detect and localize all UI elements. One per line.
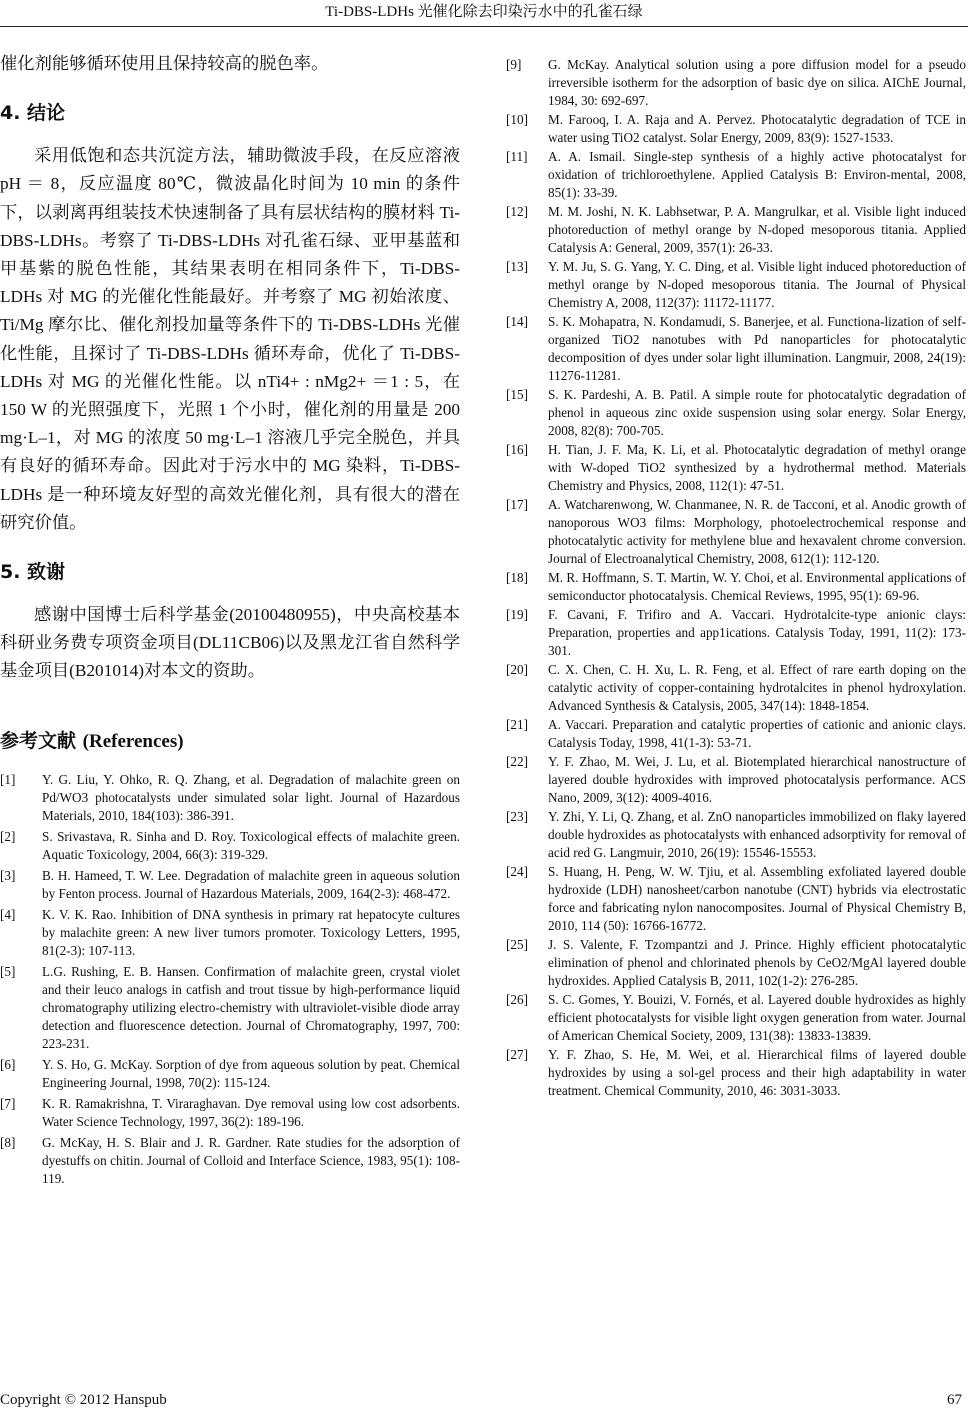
reference-item [506, 313, 966, 385]
reference-number: [2] [0, 828, 16, 844]
reference-item [506, 753, 966, 807]
reference-item [506, 936, 966, 990]
reference-text: K. V. K. Rao. Inhibition of DNA synthesis in primary rat hepatocyte cultures by malachite green: A new liver tumors promoter. Toxicology Letters, 1995, 81(2-3): 107-113. [42, 906, 460, 958]
reference-item [0, 906, 460, 960]
reference-item [0, 1095, 460, 1131]
reference-number: [16] [506, 442, 528, 457]
reference-item [0, 771, 460, 825]
reference-text: G. McKay. Analytical solution using a pore diffusion model for a pseudo irreversible isotherm for the adsorption of basic dye on silica. AIChE Journal, 1984, 30: 692-697. [548, 57, 966, 108]
references-heading [0, 728, 460, 755]
reference-text: S. K. Mohapatra, N. Kondamudi, S. Banerjee, et al. Functiona-lization of self-organized TiO2 nanotubes with Pd nanoparticles for photocatalytic decomposition of dyes under solar light illumination. Langmuir, 2008, 24(19): 11276-11281. [548, 314, 966, 383]
reference-text: Y. Zhi, Y. Li, Q. Zhang, et al. ZnO nanoparticles immobilized on flaky layered double hydroxides as photocatalysts with enhanced adsorptivity for removal of acid red G. Langmuir, 2010, 26(19): 15546-15553. [548, 809, 966, 860]
reference-number: [7] [0, 1095, 16, 1111]
reference-text: A. Watcharenwong, W. Chanmanee, N. R. de Tacconi, et al. Anodic growth of nanoporous WO3 films: Morphology, photoelectrochemical response and photocatalytic activity for methylene blue and hexavalent chrome conversion. Journal of Electroanalytical Chemistry, 2008, 612(1): 112-120. [548, 497, 966, 566]
reference-text: H. Tian, J. F. Ma, K. Li, et al. Photocatalytic degradation of methyl orange with W-doped TiO2 synthesized by a hydrothermal method. Materials Chemistry and Physics, 2008, 112(1): 47-51. [548, 442, 966, 493]
reference-item [506, 991, 966, 1045]
reference-number: [9] [506, 57, 522, 72]
header-rule [0, 26, 968, 27]
reference-text: C. X. Chen, C. H. Xu, L. R. Feng, et al. Effect of rare earth doping on the catalytic activity of copper-containing hydrotalcites in phenol hydroxylation. Advanced Synthesis & Catalysis, 2005, 347(14): 1848-1854. [548, 662, 966, 713]
reference-number: [11] [506, 149, 528, 164]
reference-text: Y. F. Zhao, M. Wei, J. Lu, et al. Biotemplated hierarchical nanostructure of layered double hydroxides with improved photocatalysis performance. ACS Nano, 2009, 3(12): 4009-4016. [548, 754, 966, 805]
reference-number: [1] [0, 771, 16, 787]
reference-item [506, 1046, 966, 1100]
reference-text: Y. G. Liu, Y. Ohko, R. Q. Zhang, et al. Degradation of malachite green on Pd/WO3 photocatalysts under simulated solar light. Journal of Hazardous Materials, 2010, 184(103): 386-391. [42, 771, 460, 823]
reference-item [506, 56, 966, 110]
section-4-heading: 4. 结论 [0, 102, 66, 125]
reference-number: [24] [506, 864, 528, 879]
reference-number: [3] [0, 867, 16, 883]
reference-text: A. A. Ismail. Single-step synthesis of a highly active photocatalyst for oxidation of trichloroethylene. Applied Catalysis B: Environ-mental, 2008, 85(1): 33-39. [548, 149, 966, 200]
reference-item [506, 496, 966, 568]
reference-item [506, 569, 966, 605]
reference-number: [14] [506, 314, 528, 329]
reference-number: [22] [506, 754, 528, 769]
reference-number: [25] [506, 937, 528, 952]
section-5-body: 感谢中国博士后科学基金(20100480955)，中央高校基本科研业务费专项资金项目(DL11CB06)以及黑龙江省自然科学基金项目(B201014)对本文的资助。 [0, 605, 460, 681]
section-5-heading: 5. 致谢 [0, 561, 66, 584]
reference-item [0, 1134, 460, 1188]
reference-number: [27] [506, 1047, 528, 1062]
reference-text: S. Huang, H. Peng, W. W. Tjiu, et al. Assembling exfoliated layered double hydroxide (LDH) nanosheet/carbon nanotube (CNT) hybrids via electrostatic force and fabricating nylon nanocomposites. Journal of Physical Chemistry B, 2010, 114 (50): 16766-16772. [548, 864, 966, 933]
reference-number: [6] [0, 1056, 16, 1072]
reference-item [506, 258, 966, 312]
reference-item [506, 808, 966, 862]
reference-text: Y. S. Ho, G. McKay. Sorption of dye from aqueous solution by peat. Chemical Engineering Journal, 1998, 70(2): 115-124. [42, 1056, 460, 1090]
reference-number: [17] [506, 497, 528, 512]
references-list-left [0, 771, 460, 1188]
reference-number: [21] [506, 717, 528, 732]
reference-number: [19] [506, 607, 528, 622]
reference-text: Y. F. Zhao, S. He, M. Wei, et al. Hierarchical films of layered double hydroxides by using a sol-gel process and their high adaptability in water treatment. Chemical Community, 2010, 46: 3031-3033. [548, 1047, 966, 1098]
running-head: Ti-DBS-LDHs 光催化除去印染污水中的孔雀石绿 [325, 4, 643, 20]
right-column [506, 56, 966, 1101]
reference-item [506, 863, 966, 935]
reference-item [0, 867, 460, 903]
reference-text: M. Farooq, I. A. Raja and A. Pervez. Photocatalytic degradation of TCE in water using TiO2 catalyst. Solar Energy, 2009, 83(9): 1527-1533. [548, 112, 966, 145]
intro-line: 催化剂能够循环使用且保持较高的脱色率。 [0, 54, 329, 73]
reference-number: [18] [506, 570, 528, 585]
reference-number: [23] [506, 809, 528, 824]
reference-number: [5] [0, 963, 16, 979]
reference-item [0, 1056, 460, 1092]
reference-text: S. Srivastava, R. Sinha and D. Roy. Toxicological effects of malachite green. Aquatic Toxicology, 2004, 66(3): 319-329. [42, 828, 460, 862]
reference-item [506, 716, 966, 752]
reference-number: [26] [506, 992, 528, 1007]
reference-item [506, 606, 966, 660]
reference-number: [4] [0, 906, 16, 922]
reference-number: [10] [506, 112, 528, 127]
reference-number: [13] [506, 259, 528, 274]
reference-item [506, 441, 966, 495]
section-4-body: 采用低饱和态共沉淀方法，辅助微波手段，在反应溶液 pH ＝ 8，反应温度 80℃，微波晶化时间为 10 min 的条件下，以剥离再组装技术快速制备了具有层状结构的膜材料 Ti-DBS-LDHs。考察了 Ti-DBS-LDHs 对孔雀石绿、亚甲基蓝和甲基紫的脱色性能，其结果表明在相同条件下，Ti-DBS-LDHs 对 MG 的光催化性能最好。并考察了 MG 初始浓度、Ti/Mg 摩尔比、催化剂投加量等条件下的 Ti-DBS-LDHs 光催化性能，且探讨了 Ti-DBS-LDHs 循环寿命，优化了 Ti-DBS-LDHs 对 MG 的光催化性能。以 nTi4+ : nMg2+ ＝1 : 5，在 150 W 的光照强度下，光照 1 个小时，催化剂的用量是 200 mg·L–1，对 MG 的浓度 50 mg·L–1 溶液几乎完全脱色，并具有良好的循环寿命。因此对于污水中的 MG 染料，Ti-DBS-LDHs 是一种环境友好型的高效光催化剂，具有很大的潜在研究价值。 [0, 146, 460, 532]
footer-page-number: 67 [947, 1392, 962, 1408]
references-heading-zh: 参考文献 [0, 729, 77, 752]
reference-text: F. Cavani, F. Trifiro and A. Vaccari. Hydrotalcite-type anionic clays: Preparation, properties and app1ications. Catalysis Today, 1991, 11(2): 173-301. [548, 607, 966, 658]
reference-text: G. McKay, H. S. Blair and J. R. Gardner. Rate studies for the adsorption of dyestuffs on chitin. Journal of Colloid and Interface Science, 1983, 95(1): 108-119. [42, 1134, 460, 1186]
reference-text: K. R. Ramakrishna, T. Viraraghavan. Dye removal using low cost adsorbents. Water Science Technology, 1997, 36(2): 189-196. [42, 1095, 460, 1129]
reference-text: L.G. Rushing, E. B. Hansen. Confirmation of malachite green, crystal violet and their leuco analogs in catfish and trout tissue by high-performance liquid chromatography utilizing electro-chemistry with ultraviolet-visible diode array detection and fluorescence detection. Journal of Chromatography, 1997, 700: 223-231. [42, 963, 460, 1051]
reference-item [0, 828, 460, 864]
reference-item [506, 111, 966, 147]
reference-text: B. H. Hameed, T. W. Lee. Degradation of malachite green in aqueous solution by Fenton process. Journal of Hazardous Materials, 2009, 164(2-3): 468-472. [42, 867, 460, 901]
reference-number: [15] [506, 387, 528, 402]
references-heading-en: (References) [82, 730, 184, 752]
reference-text: M. M. Joshi, N. K. Labhsetwar, P. A. Mangrulkar, et al. Visible light induced photoreduction of methyl orange by N-doped mesoporous titania. Applied Catalysis A: General, 2009, 357(1): 26-33. [548, 204, 966, 255]
reference-text: S. C. Gomes, Y. Bouizi, V. Fornés, et al. Layered double hydroxides as highly efficient photocatalysts for visible light oxygen generation from water. Journal of American Chemical Society, 2009, 131(38): 13833-13839. [548, 992, 966, 1043]
reference-item [506, 386, 966, 440]
reference-text: A. Vaccari. Preparation and catalytic properties of cationic and anionic clays. Catalysis Today, 1998, 41(1-3): 53-71. [548, 717, 966, 750]
left-column [0, 50, 460, 1191]
reference-item [506, 661, 966, 715]
reference-number: [12] [506, 204, 528, 219]
references-list-right [506, 56, 966, 1100]
reference-number: [20] [506, 662, 528, 677]
reference-text: M. R. Hoffmann, S. T. Martin, W. Y. Choi, et al. Environmental applications of semiconductor photocatalysis. Chemical Reviews, 1995, 95(1): 69-96. [548, 570, 966, 603]
reference-item [0, 963, 460, 1053]
reference-item [506, 203, 966, 257]
footer-copyright: Copyright © 2012 Hanspub [0, 1392, 167, 1408]
reference-text: S. K. Pardeshi, A. B. Patil. A simple route for photocatalytic degradation of phenol in aqueous zinc oxide suspension using solar energy. Solar Energy, 2008, 82(8): 700-705. [548, 387, 966, 438]
reference-number: [8] [0, 1134, 16, 1150]
reference-text: Y. M. Ju, S. G. Yang, Y. C. Ding, et al. Visible light induced photoreduction of methyl orange by N-doped mesoporous titania. The Journal of Physical Chemistry A, 2008, 112(37): 11172-11177. [548, 259, 966, 310]
reference-text: J. S. Valente, F. Tzompantzi and J. Prince. Highly efficient photocatalytic elimination of phenol and chlorinated phenols by CeO2/MgAl layered double hydroxides. Applied Catalysis B, 2011, 102(1-2): 276-285. [548, 937, 966, 988]
reference-item [506, 148, 966, 202]
